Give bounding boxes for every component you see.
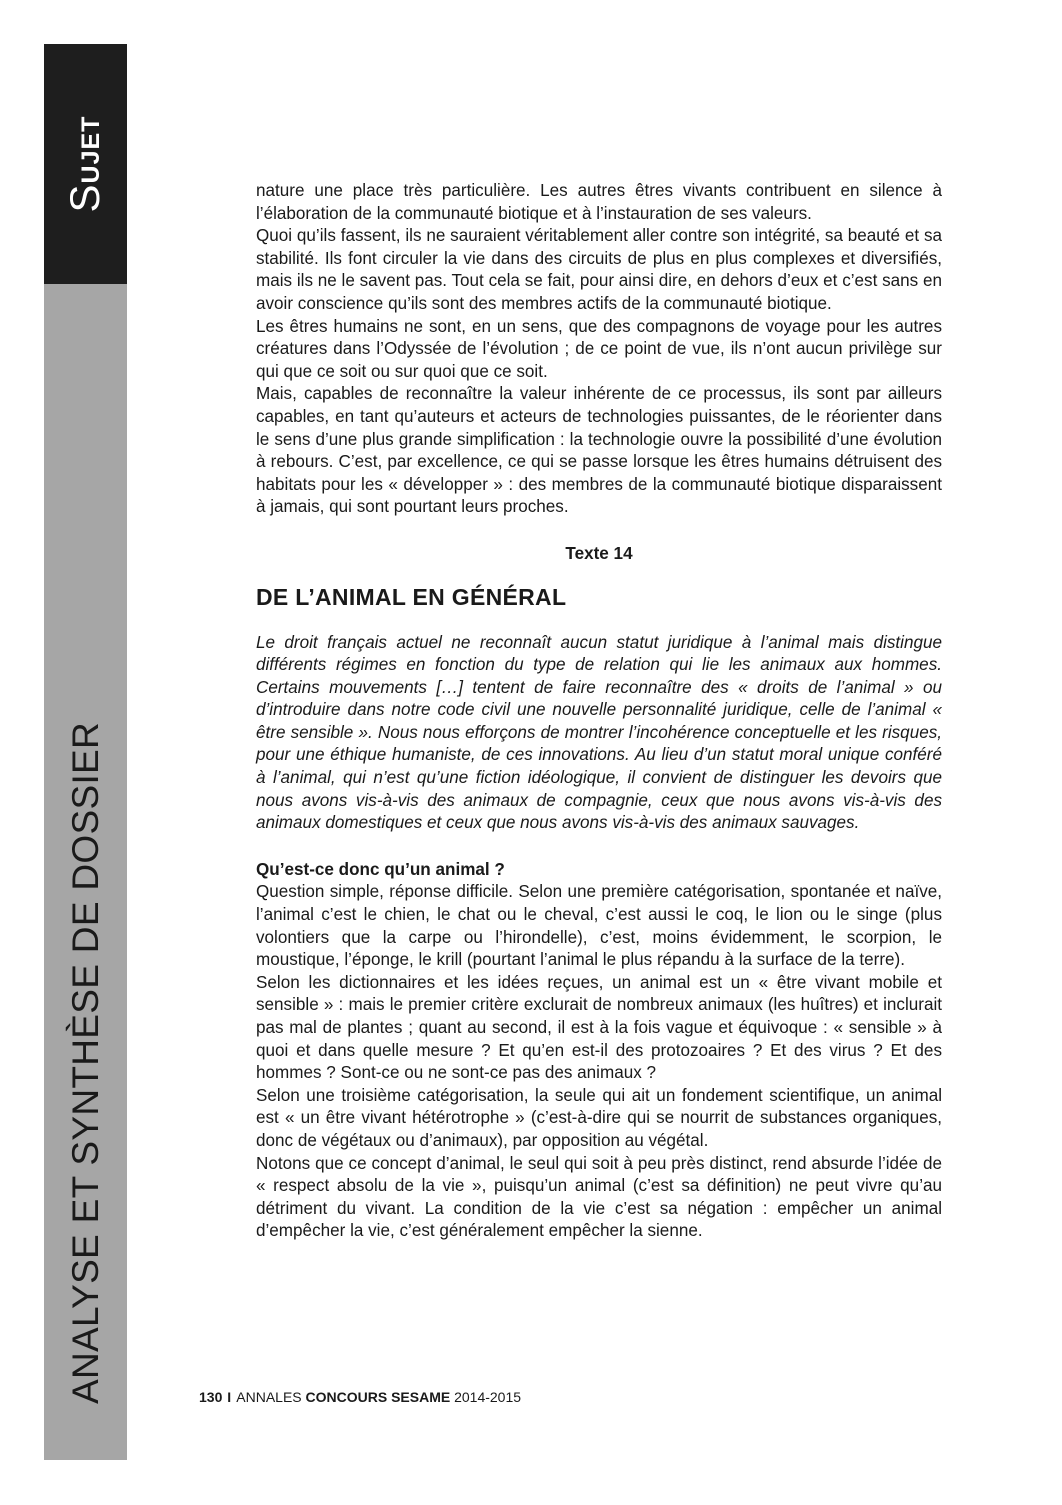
sujet-rest: ujet xyxy=(66,115,107,184)
body-paragraph: Quoi qu’ils fassent, ils ne sauraient véritablement aller contre son intégrité, sa beauté et sa stabilité. Ils font circuler la vie dans des circuits de plus en plus complexes et diversifiés, mais ils ne le savent pas. Tout cela se fait, pour ainsi dire, en dehors d’eux et c’est sans en avoir conscience qu’ils sont des membres actifs de la communauté biotique. xyxy=(256,226,942,313)
intro-paragraph: Le droit français actuel ne reconnaît aucun statut juridique à l’animal mais distingue différents régimes en fonction du type de relation qui lie les animaux aux hommes. Certains mouvements […] tentent de faire reconnaître des « droits de l’animal » ou d’introduire dans notre code civil une nouvelle personnalité juridique, celle de l’animal « être sensible ». Nous nous efforçons de montrer l’incohérence conceptuelle et les risques, pour une éthique humaniste, de ces innovations. Au lieu d’un statut moral unique conféré à l’animal, qui n’est qu’une fiction idéologique, il convient de distinguer les devoirs que nous avons vis-à-vis des animaux de compagnie, ceux que nous avons vis-à-vis des animaux domestiques et ceux que nous avons vis-à-vis des animaux sauvages. xyxy=(256,632,942,833)
section-subheading: Qu’est-ce donc qu’un animal ? xyxy=(256,859,505,879)
sujet-initial: S xyxy=(61,183,108,213)
body-paragraph: Mais, capables de reconnaître la valeur inhérente de ce processus, ils sont par ailleurs capables, en tant qu’auteurs et acteurs de technologies puissantes, de le réorienter dans le sens d’une plus grande simplification : la technologie ouvre la possibilité d’une évolution à rebours. C’est, par excellence, ce qui se passe lorsque les êtres humains détruisent des habitats pour les « développer » : des membres de la communauté biotique disparaissent à jamais, qui sont pourtant leurs proches. xyxy=(256,384,942,517)
footer-concours: CONCOURS SESAME xyxy=(305,1389,451,1405)
texte-number: Texte 14 xyxy=(565,543,633,563)
footer-separator: I xyxy=(227,1389,232,1405)
body-paragraph: Notons que ce concept d’animal, le seul qui soit à peu près distinct, rend absurde l’idée de « respect absolu de la vie », puisqu’un animal (c’est sa définition) ne peut vivre qu’au détriment du vivant. La condition de la vie c’est sa négation : empêcher un animal d’empêcher la vie, c’est généralement empêcher la sienne. xyxy=(256,1153,942,1241)
page-number: 130 xyxy=(199,1389,223,1405)
body-paragraph: Question simple, réponse difficile. Selon une première catégorisation, spontanée et naïve, l’animal c’est le chien, le chat ou le cheval, c’est aussi le coq, le lion ou le singe (plus volontiers que la carpe ou l’hirondelle), c’est, moins évidemment, le scorpion, le moustique, l’éponge, le krill (pourtant l’animal le plus répandu à la surface de la terre). xyxy=(256,882,942,970)
footer-annales: ANNALES xyxy=(236,1389,302,1405)
page-content xyxy=(256,180,942,1243)
footer-years: 2014-2015 xyxy=(454,1389,522,1405)
page-footer xyxy=(199,1389,521,1405)
body-paragraph: Selon les dictionnaires et les idées reçues, un animal est un « être vivant mobile et sensible » : mais le premier critère exclurait de nombreux animaux (les huîtres) et inclurait pas mal de plantes ; quant au second, il est à la fois vague et équivoque : « sensible » à quoi et dans quelle mesure ? Et qu’en est-il des protozoaires ? Et des virus ? Et des hommes ? Sont-ce ou ne sont-ce pas des animaux ? xyxy=(256,972,942,1083)
texte-title: DE L’ANIMAL EN GÉNÉRAL xyxy=(256,583,567,610)
body-paragraph: nature une place très particulière. Les autres êtres vivants contribuent en silence à l’élaboration de la communauté biotique et à l’instauration de ses valeurs. xyxy=(256,181,942,223)
body-paragraph: Selon une troisième catégorisation, la seule qui ait un fondement scientifique, un animal est « un être vivant hétérotrophe » (c’est-à-dire qui se nourrit de substances organiques, donc de végétaux ou d’animaux), par opposition au végétal. xyxy=(256,1085,942,1150)
sidebar-section-label: ANALYSE ET SYNTHÈSE DE DOSSIER xyxy=(65,721,106,1405)
body-paragraph: Les êtres humains ne sont, en un sens, que des compagnons de voyage pour les autres créatures dans l’Odyssée de l’évolution ; de ce point de vue, ils n’ont aucun privilège sur qui que ce soit ou sur quoi que ce soit. xyxy=(256,316,942,381)
sidebar-sujet-label xyxy=(61,116,109,213)
